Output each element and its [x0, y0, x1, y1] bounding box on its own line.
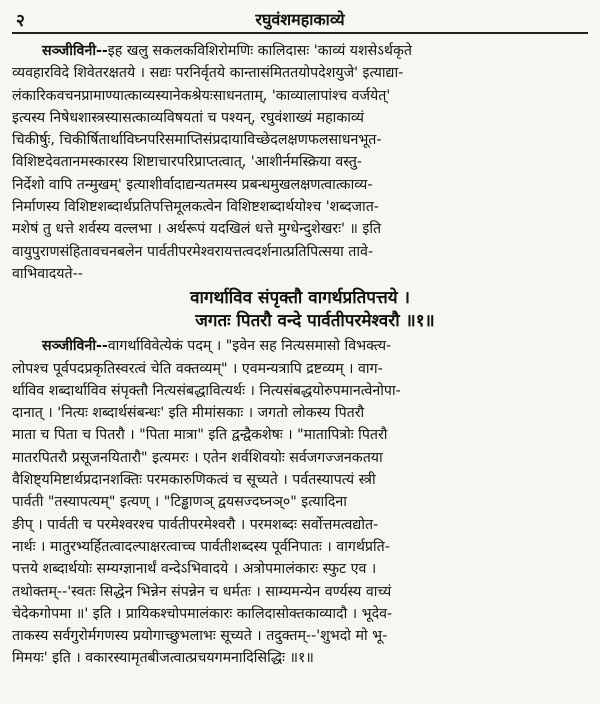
- text-line: लंकारिकवचनप्रामाण्यात्काव्यस्यानेकश्रेयःसाधनताम्, 'काव्यालापांश्च वर्जयेत्': [12, 87, 391, 104]
- page-number: २: [16, 11, 25, 31]
- text-line: विशिष्टदेवतानमस्कारस्य शिष्टाचारपरिप्राप्तत्वात्, 'आशीर्नमस्क्रिया वस्तु-: [12, 154, 362, 171]
- text-line: लोपश्च पूर्वपदप्रकृतिस्वरत्वं चेति वक्तव्यम्" । एवमन्यत्रापि द्रष्टव्यम् । वाग-: [12, 360, 383, 377]
- text-line: निर्देशो वापि तन्मुखम्' इत्याशीर्वादाद्यन्यतमस्य प्रबन्धमुखलक्षणत्वात्काव्य-: [12, 176, 373, 193]
- text-line: ङीप् । पार्वती च परमेश्वरश्च पार्वतीपरमेश्वरौ । परमशब्दः सर्वोत्तमत्वद्योत-: [12, 516, 379, 533]
- text-line: चेदेकगोपमा ॥' इति । प्रायिकश्चोपमालंकारः कालिदासोक्तकाव्यादौ । भूदेव-: [12, 605, 393, 622]
- text-line: पत्तये शब्दार्थयोः सम्यग्ज्ञानार्थं वन्देऽभिवादये । अत्रोपमालंकारः स्फुट एव ।: [12, 561, 377, 578]
- text-line: सञ्जीविनी--इह खलु सकलकविशिरोमणिः कालिदासः 'काव्यं यशसेऽर्थकृते: [42, 43, 412, 59]
- verse-line-2: जगतः पितरौ वन्दे पार्वतीपरमेश्वरौ ॥१॥: [195, 311, 435, 332]
- text-line: माता च पिता च पितरौ । "पिता मात्रा" इति द्वन्द्वैकशेषः । "मातापित्रोः पितरौ: [12, 427, 388, 444]
- text-line: वैशिष्ट्यमिष्टार्थप्रदानशक्तिः परमकारुणिकत्वं च सूच्यते । पर्वतस्यापत्यं स्त्री: [12, 472, 376, 489]
- text-line: मिमयः' इति । वकारस्यामृतबीजत्वात्प्रचयगमनादिसिद्धिः ॥१॥: [12, 650, 314, 667]
- text-line: मातरपितरौ प्रसूजनयितारौ" इत्यमरः । एतेन शर्वशिवयोः सर्वजगज्जनकतया: [12, 449, 383, 466]
- text-line: निर्माणस्य विशिष्टशब्दार्थप्रतिपत्तिमूलकत्वेन विशिष्टशब्दार्थयोश्च 'शब्दजात-: [12, 199, 379, 216]
- header-rule: [12, 32, 588, 34]
- text-line: नार्थः । मातुरभ्यर्हितत्वादल्पाक्षरत्वाच्च पार्वतीशब्दस्य पूर्वनिपातः । वागर्थप्रति-: [12, 538, 390, 555]
- page-header: [12, 6, 588, 30]
- commentary-paragraph-2: [12, 335, 588, 669]
- text-line: तथोक्तम्--'स्वतः सिद्धेन भिन्नेन संपन्नेन च धर्मतः । साम्यमन्येन वर्ण्यस्य वाच्यं: [12, 583, 392, 600]
- running-title: रघुवंशमहाकाव्ये: [255, 10, 345, 29]
- commentary-paragraph-1: [12, 40, 588, 285]
- text-line: इत्यस्य निषेधशास्त्रस्यासत्काव्यविषयतां च पश्यन्, रघुवंशाख्यं महाकाव्यं: [12, 109, 364, 126]
- commentary-label: सञ्जीविनी--: [42, 338, 108, 355]
- text-line: वाभिवादयते--: [12, 265, 83, 282]
- text-line: वायुपुराणसंहितावचनबलेन पार्वतीपरमेश्वरायत्तत्वदर्शनात्प्रतिपित्सया तावे-: [12, 243, 374, 260]
- text-line: दानात् । 'नित्यः शब्दार्थसंबन्धः' इति मीमांसकाः । जगतो लोकस्य पितरौ: [12, 405, 365, 422]
- verse-line-1: वागर्थाविव संपृक्तौ वागर्थप्रतिपत्तये ।: [190, 288, 410, 309]
- verse-block: [12, 287, 588, 333]
- text-line: सञ्जीविनी--वागर्थाविवेत्येकं पदम् । "इवेन सह नित्यसमासो विभक्त्य-: [42, 338, 392, 355]
- text-line: ताकस्य सर्वगुरोर्मगणस्य प्रयोगाच्छुभलाभः सूच्यते । तदुक्तम्--'शुभदो मो भू-: [12, 628, 388, 645]
- text-line: मशेषं तु धत्ते शर्वस्य वल्लभा । अर्थरूपं यदखिलं धत्ते मुग्धेन्दुशेखरः' ॥ इति: [12, 221, 382, 238]
- text-line: पार्वती "तस्यापत्यम्" इत्यण् । "टिड्ढाणञ् द्वयसज्दघ्नञ्०" इत्यादिना: [12, 494, 347, 511]
- text-line: चिकीर्षुः, चिकीर्षितार्थाविघ्नपरिसमाप्तिसंप्रदायाविच्छेदलक्षणफलसाधनभूत-: [12, 132, 382, 149]
- text-line: व्यवहारविदे शिवेतरक्षतये । सद्यः परनिर्वृतये कान्तासंमिततयोपदेशयुजे' इत्याद्या-: [12, 65, 404, 82]
- commentary-label: सञ्जीविनी--: [42, 43, 108, 59]
- text-line: र्थाविव शब्दार्थाविव संपृक्तौ नित्यसंबद्धावित्यर्थः । नित्यसंबद्धयोरुपमानत्वेनोपा-: [12, 382, 401, 399]
